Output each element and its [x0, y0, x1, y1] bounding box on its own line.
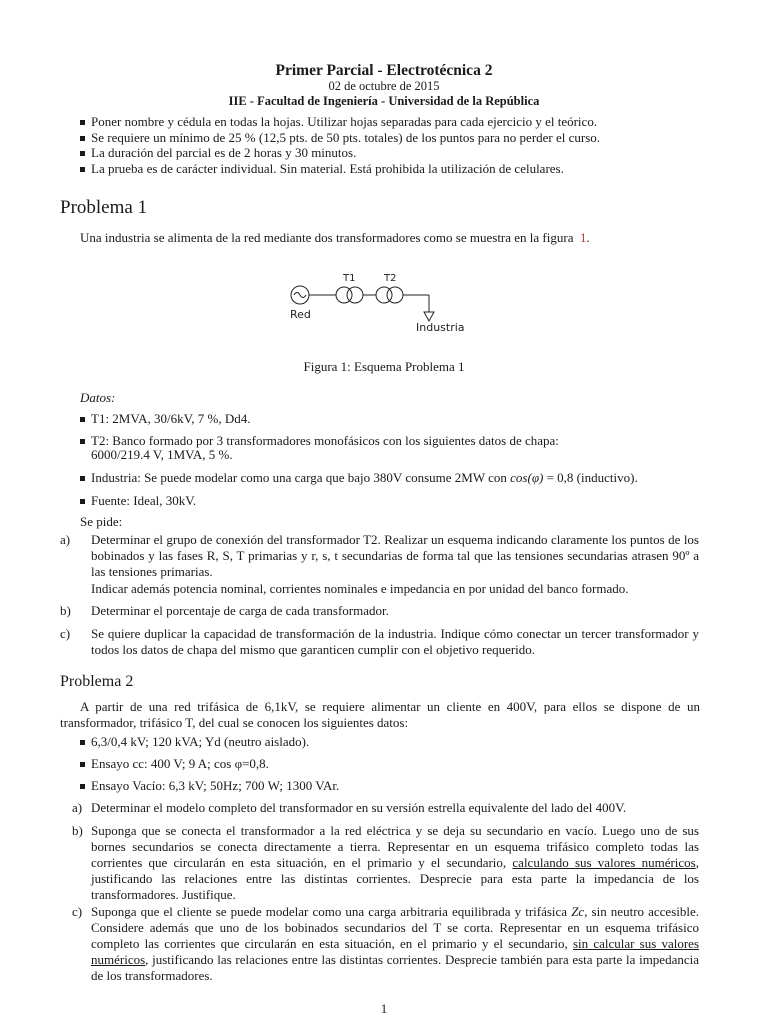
- institution: IIE - Facultad de Ingeniería - Universidad de la República: [228, 94, 540, 108]
- t1-label: T1: [343, 273, 356, 284]
- bullet-icon: [80, 167, 85, 172]
- industria-label: Industria: [416, 321, 465, 334]
- instruction-item: Se requiere un mínimo de 25 % (12,5 pts. de 50 pts. totales) de los puntos para no perder el curso.: [80, 130, 600, 146]
- item-label: a): [72, 800, 83, 815]
- bullet-icon: [80, 136, 85, 141]
- problem1-item-c: Se quiere duplicar la capacidad de transformación de la industria. Indique cómo conectar un tercer transformador y todos los datos de chapa del mismo que garanticen cumplir con el objetivo requerido.: [91, 626, 699, 657]
- load-arrow-icon: [424, 312, 434, 321]
- datos-item: T2: Banco formado por 3 transformadores monofásicos con los siguientes datos de chapa:: [80, 433, 559, 449]
- problem2-item-a: Determinar el modelo completo del transformador en su versión estrella equivalente del lado del 400V.: [91, 800, 627, 815]
- instruction-item: Poner nombre y cédula en todas la hojas. Utilizar hojas separadas para cada ejercicio y el teórico.: [80, 114, 597, 130]
- item-label: b): [72, 823, 83, 838]
- datos-item-continuation: 6000/219.4 V, 1MVA, 5 %.: [91, 447, 233, 462]
- t2-label: T2: [384, 273, 397, 284]
- p2-datos-item: Ensayo Vacío: 6,3 kV; 50Hz; 700 W; 1300 VAr.: [80, 778, 339, 794]
- bullet-icon: [80, 120, 85, 125]
- figure-reference-link[interactable]: 1: [579, 230, 587, 245]
- datos-label: Datos:: [80, 390, 116, 405]
- instruction-item: La duración del parcial es de 2 horas y 30 minutos.: [80, 145, 356, 161]
- bullet-icon: [80, 476, 85, 481]
- problem1-item-a: Determinar el grupo de conexión del transformador T2. Realizar un esquema indicando claramente los puntos de los bobinados y las fases R, S, T primarias y r, s, t secundarias de forma tal que las tensiones secundarias atrasen 90º a las tensiones primarias.: [91, 532, 699, 579]
- problem2-heading: Problema 2: [60, 673, 134, 690]
- page-title: Primer Parcial - Electrotécnica 2: [275, 62, 493, 79]
- bullet-icon: [80, 499, 85, 504]
- problem1-item-a-extra: Indicar además potencia nominal, corrientes nominales e impedancia en por unidad del banco formado.: [91, 581, 629, 596]
- figure-caption: Figura 1: Esquema Problema 1: [303, 359, 465, 374]
- instruction-item: La prueba es de carácter individual. Sin material. Está prohibida la utilización de celulares.: [80, 161, 564, 177]
- problem2-intro: A partir de una red trifásica de 6,1kV, se requiere alimentar un cliente en 400V, para ellos se dispone de un transformador, trifásico T, del cual se conocen los siguientes datos:: [60, 699, 700, 730]
- page-number: 1: [380, 1001, 388, 1016]
- circuit-diagram: [280, 266, 480, 338]
- datos-item: Industria: Se puede modelar como una carga que bajo 380V consume 2MW con cos(φ) = 0,8 (inductivo).: [80, 470, 638, 486]
- p2-datos-item: Ensayo cc: 400 V; 9 A; cos φ=0,8.: [80, 756, 269, 772]
- item-label: c): [72, 904, 83, 919]
- bullet-icon: [80, 439, 85, 444]
- bullet-icon: [80, 784, 85, 789]
- zc-symbol: Zc: [571, 904, 585, 919]
- item-label: c): [60, 626, 71, 641]
- red-label: Red: [290, 308, 311, 321]
- p2-datos-item: 6,3/0,4 kV; 120 kVA; Yd (neutro aislado).: [80, 734, 309, 750]
- datos-item: Fuente: Ideal, 30kV.: [80, 493, 196, 509]
- item-label: b): [60, 603, 71, 618]
- bullet-icon: [80, 762, 85, 767]
- exam-date: 02 de octubre de 2015: [328, 79, 440, 93]
- problem2-item-c: Suponga que el cliente se puede modelar como una carga arbitraria equilibrada y trifásica Zc, sin neutro accesible. Considere además que uno de los bobinados secundarios del T se corta. Representar en un esquema trifásico completo las corrientes que circularán en esta situación, en el primario y el secundario, sin calcular sus valores numéricos, justificando las relaciones entre las distintas corrientes. Desprecie también para esta parte la impedancia de los transformadores.: [91, 904, 700, 983]
- datos-item: T1: 2MVA, 30/6kV, 7 %, Dd4.: [80, 411, 251, 427]
- problem2-item-b: Suponga que se conecta el transformador a la red eléctrica y se deja su secundario en vacío. Luego uno de sus bornes secundarios se conecta directamente a tierra. Representar en un esquema trifásico completo todas las corrientes que circularán en esta situación, en el primario y el secundario, calculando sus valores numéricos, justificando las relaciones entre las distintas corrientes. Desprecie para esta parte la impedancia de los transformadores. Justifique.: [91, 823, 699, 902]
- problem1-heading: Problema 1: [60, 197, 148, 218]
- problem1-item-b: Determinar el porcentaje de carga de cada transformador.: [91, 603, 389, 618]
- bullet-icon: [80, 417, 85, 422]
- bullet-icon: [80, 740, 85, 745]
- bullet-icon: [80, 151, 85, 156]
- se-pide-label: Se pide:: [80, 514, 123, 529]
- item-label: a): [60, 532, 71, 547]
- problem1-intro: Una industria se alimenta de la red mediante dos transformadores como se muestra en la figura 1.: [80, 230, 590, 245]
